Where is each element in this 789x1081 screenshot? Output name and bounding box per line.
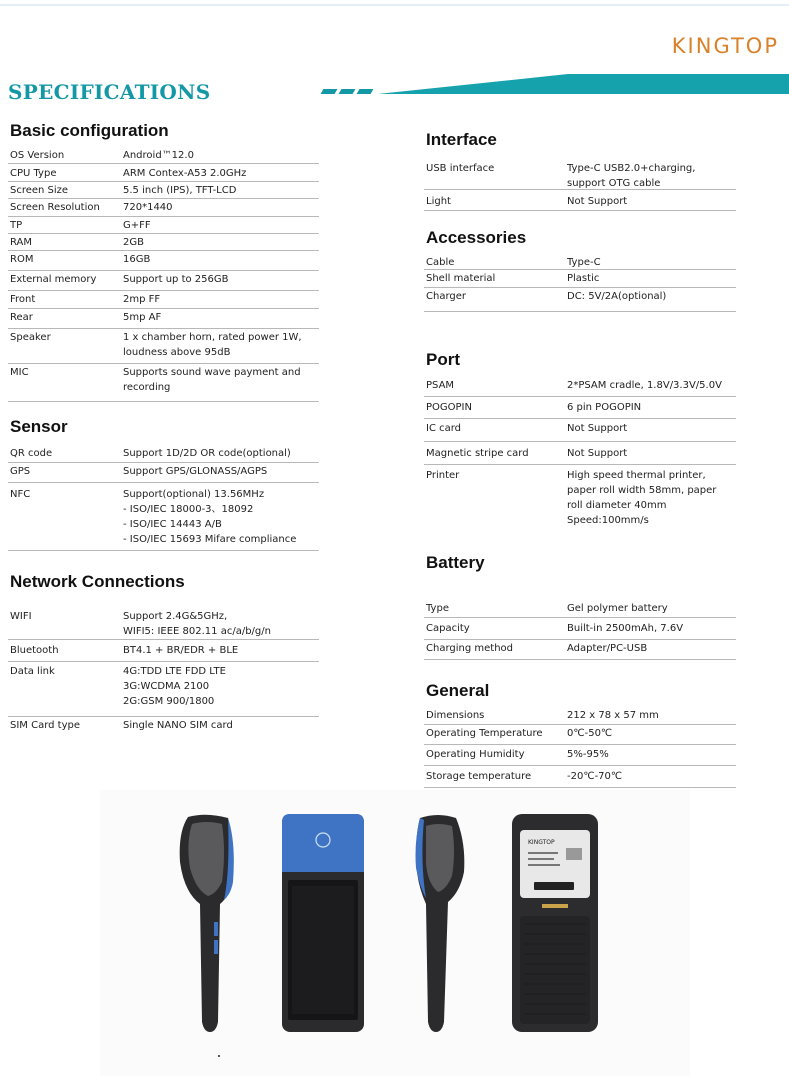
spec-value-line: 2mp FF — [123, 294, 161, 305]
spec-row-storage-temperature — [424, 767, 736, 788]
spec-value — [123, 330, 302, 360]
spec-row-nfc — [8, 485, 319, 551]
spec-value — [123, 365, 301, 395]
spec-value-line: 2GB — [123, 237, 144, 248]
spec-value-line: 5%-95% — [567, 749, 609, 760]
spec-row-data-link — [8, 662, 319, 717]
spec-label: OS Version — [10, 150, 65, 161]
spec-value-line: Single NANO SIM card — [123, 720, 233, 731]
spec-value — [123, 218, 151, 233]
spec-label: Bluetooth — [10, 645, 59, 656]
spec-value-line: Support(optional) 13.56MHz — [123, 489, 265, 500]
spec-value-line: ARM Contex-A53 2.0GHz — [123, 168, 247, 179]
spec-value-line: Speed:100mm/s — [567, 515, 649, 526]
section-title-port: Port — [426, 350, 460, 369]
spec-row-cable — [424, 253, 736, 270]
header-banner — [378, 74, 789, 94]
spec-row-tp — [8, 216, 319, 234]
spec-value — [123, 148, 194, 163]
spec-label: Light — [426, 196, 451, 207]
spec-value-line: 4G:TDD LTE FDD LTE — [123, 666, 226, 677]
spec-value — [567, 161, 695, 191]
spec-value-line: Built-in 2500mAh, 7.6V — [567, 623, 684, 634]
spec-value — [123, 200, 173, 215]
spec-value — [567, 708, 659, 723]
spec-label: RAM — [10, 237, 33, 248]
spec-row-psam — [424, 376, 736, 397]
spec-row-sim-card-type — [8, 716, 319, 746]
spec-value-line: WIFI5: IEEE 802.11 ac/a/b/g/n — [123, 626, 271, 637]
spec-value-line: Type-C — [567, 257, 601, 268]
spec-value — [567, 378, 722, 393]
spec-label: Shell material — [426, 273, 496, 284]
spec-value — [567, 400, 641, 415]
spec-value-line: Support GPS/GLONASS/AGPS — [123, 466, 268, 477]
spec-value-line: support OTG cable — [567, 178, 661, 189]
spec-value — [567, 601, 668, 616]
spec-value-line: 3G:WCDMA 2100 — [123, 681, 210, 692]
spec-label: WIFI — [10, 611, 32, 622]
title-dash-1 — [321, 89, 338, 94]
spec-row-rom — [8, 250, 319, 271]
spec-label: TP — [10, 220, 23, 231]
spec-label: PSAM — [426, 380, 455, 391]
spec-value-line: 0℃-50℃ — [567, 728, 613, 739]
spec-value-line: High speed thermal printer, — [567, 470, 706, 481]
spec-value — [123, 464, 267, 479]
spec-row-ic-card — [424, 419, 736, 442]
spec-label: Speaker — [10, 332, 51, 343]
spec-label: NFC — [10, 489, 31, 500]
spec-value — [123, 235, 144, 250]
title-dash-2 — [339, 89, 356, 94]
spec-value-line: recording — [123, 382, 171, 393]
spec-value — [567, 621, 683, 636]
device-back-view — [510, 812, 600, 1034]
spec-value-line: 16GB — [123, 254, 151, 265]
spec-label: IC card — [426, 423, 462, 434]
spec-label: POGOPIN — [426, 402, 472, 413]
spec-row-printer — [424, 466, 736, 536]
spec-row-os-version — [8, 146, 319, 164]
spec-label: Cable — [426, 257, 455, 268]
spec-value-line: Support 1D/2D OR code(optional) — [123, 448, 291, 459]
spec-row-qr-code — [8, 444, 319, 463]
spec-value-line: Not Support — [567, 196, 628, 207]
spec-value — [123, 252, 150, 267]
spec-label: Charger — [426, 291, 466, 302]
spec-value-line: BT4.1 + BR/EDR + BLE — [123, 645, 239, 656]
spec-label: Front — [10, 294, 36, 305]
stray-mark — [218, 1055, 220, 1057]
spec-value — [567, 446, 627, 461]
spec-value — [567, 421, 627, 436]
spec-value — [567, 271, 599, 286]
spec-label: USB interface — [426, 163, 495, 174]
spec-value-line: -20℃-70℃ — [567, 771, 623, 782]
spec-value — [567, 726, 612, 741]
spec-value-line: Android™12.0 — [123, 150, 194, 161]
device-side-view-left — [176, 812, 246, 1034]
spec-label: Data link — [10, 666, 55, 677]
spec-label: Operating Humidity — [426, 749, 525, 760]
spec-row-cpu-type — [8, 164, 319, 182]
spec-label: Screen Size — [10, 185, 69, 196]
spec-row-screen-size — [8, 181, 319, 199]
spec-row-gps — [8, 462, 319, 483]
spec-value-line: roll diameter 40mm — [567, 500, 667, 511]
spec-value-line: 5mp AF — [123, 312, 162, 323]
spec-row-charging-method — [424, 639, 736, 660]
spec-row-screen-resolution — [8, 198, 319, 217]
spec-value-line: - ISO/IEC 14443 A/B — [123, 519, 222, 530]
spec-row-magnetic-stripe-card — [424, 444, 736, 465]
spec-label: CPU Type — [10, 168, 57, 179]
spec-value — [567, 468, 716, 528]
spec-value — [567, 769, 622, 784]
spec-row-front — [8, 290, 319, 309]
spec-label: MIC — [10, 367, 29, 378]
spec-value-line: loudness above 95dB — [123, 347, 231, 358]
section-title-general: General — [426, 681, 490, 700]
spec-row-pogopin — [424, 398, 736, 419]
spec-label: External memory — [10, 274, 97, 285]
top-border-line — [0, 4, 789, 6]
spec-row-ram — [8, 233, 319, 251]
spec-value-line: paper roll width 58mm, paper — [567, 485, 717, 496]
spec-row-external-memory — [8, 270, 319, 291]
spec-row-rear — [8, 308, 319, 329]
spec-value-line: 2*PSAM cradle, 1.8V/3.3V/5.0V — [567, 380, 722, 391]
spec-value — [123, 446, 291, 461]
spec-value-line: Plastic — [567, 273, 600, 284]
spec-label: ROM — [10, 254, 34, 265]
spec-value-line: Supports sound wave payment and — [123, 367, 301, 378]
section-title-basic-configuration: Basic configuration — [10, 121, 169, 140]
section-title-network-connections: Network Connections — [10, 572, 185, 591]
spec-label: Printer — [426, 470, 460, 481]
spec-label: Charging method — [426, 643, 513, 654]
spec-label: SIM Card type — [10, 720, 81, 731]
spec-value — [123, 487, 296, 547]
section-title-sensor: Sensor — [10, 417, 68, 436]
spec-value — [123, 183, 236, 198]
spec-label: Capacity — [426, 623, 470, 634]
spec-row-wifi — [8, 607, 319, 640]
spec-value-line: 720*1440 — [123, 202, 173, 213]
section-title-battery: Battery — [426, 553, 485, 572]
device-side-view-right — [412, 812, 472, 1034]
spec-row-operating-humidity — [424, 745, 736, 766]
spec-row-dimensions — [424, 706, 736, 725]
spec-label: Screen Resolution — [10, 202, 100, 213]
spec-label: QR code — [10, 448, 53, 459]
spec-value-line: Gel polymer battery — [567, 603, 668, 614]
spec-value-line: Adapter/PC-USB — [567, 643, 648, 654]
spec-row-capacity — [424, 619, 736, 640]
spec-label: Operating Temperature — [426, 728, 543, 739]
brand-logo: KINGTOP — [671, 34, 779, 58]
spec-value — [123, 166, 246, 181]
spec-value-line: Support 2.4G&5GHz, — [123, 611, 228, 622]
section-title-interface: Interface — [426, 130, 497, 149]
spec-value — [567, 747, 609, 762]
spec-value — [123, 609, 271, 639]
spec-value-line: 5.5 inch (IPS), TFT-LCD — [123, 185, 237, 196]
spec-row-bluetooth — [8, 641, 319, 662]
spec-value — [123, 718, 233, 733]
spec-label: Dimensions — [426, 710, 485, 721]
spec-label: Type — [426, 603, 449, 614]
spec-value — [123, 664, 226, 709]
spec-value — [567, 194, 627, 209]
spec-value — [567, 255, 601, 270]
spec-value-line: G+FF — [123, 220, 151, 231]
spec-row-mic — [8, 363, 319, 402]
spec-value-line: 1 x chamber horn, rated power 1W, — [123, 332, 302, 343]
spec-row-usb-interface — [424, 159, 736, 190]
spec-value — [123, 643, 238, 658]
spec-row-operating-temperature — [424, 724, 736, 745]
page-title: SPECIFICATIONS — [8, 80, 211, 104]
spec-value-line: 6 pin POGOPIN — [567, 402, 642, 413]
spec-row-light — [424, 192, 736, 211]
spec-value — [567, 641, 647, 656]
spec-row-speaker — [8, 328, 319, 364]
spec-value-line: Not Support — [567, 448, 628, 459]
spec-label: Storage temperature — [426, 771, 532, 782]
spec-value-line: 212 x 78 x 57 mm — [567, 710, 659, 721]
spec-row-type — [424, 599, 736, 618]
spec-label: Magnetic stripe card — [426, 448, 529, 459]
svg-text:KINGTOP: KINGTOP — [528, 839, 555, 846]
spec-value-line: - ISO/IEC 15693 Mifare compliance — [123, 534, 297, 545]
spec-value-line: - ISO/IEC 18000-3、18092 — [123, 504, 254, 515]
title-dash-3 — [357, 89, 374, 94]
spec-value — [123, 292, 160, 307]
spec-value-line: DC: 5V/2A(optional) — [567, 291, 667, 302]
spec-value — [123, 310, 161, 325]
device-front-view — [280, 812, 366, 1034]
spec-label: GPS — [10, 466, 31, 477]
spec-value — [123, 272, 229, 287]
spec-row-shell-material — [424, 269, 736, 288]
spec-value-line: 2G:GSM 900/1800 — [123, 696, 215, 707]
section-title-accessories: Accessories — [426, 228, 527, 247]
spec-value-line: Support up to 256GB — [123, 274, 229, 285]
spec-value-line: Type-C USB2.0+charging, — [567, 163, 696, 174]
spec-value — [567, 289, 666, 304]
spec-row-charger — [424, 287, 736, 312]
spec-label: Rear — [10, 312, 33, 323]
spec-value-line: Not Support — [567, 423, 628, 434]
